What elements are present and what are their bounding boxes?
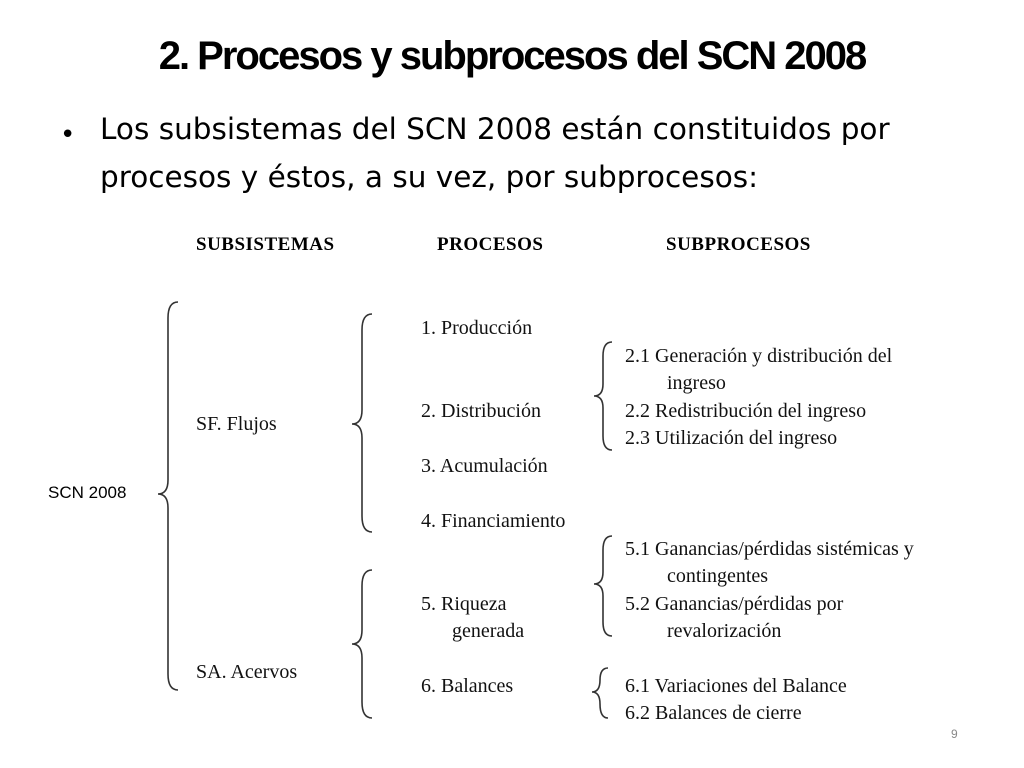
header-subprocesos: SUBPROCESOS xyxy=(666,234,811,255)
bullet-dot-icon: • xyxy=(60,120,76,150)
proceso-distribucion: 2. Distribución xyxy=(421,400,541,422)
subsistema-acervos: SA. Acervos xyxy=(196,661,298,683)
slide-title: 2. Procesos y subprocesos del SCN 2008 xyxy=(158,34,866,78)
subproceso-5-1-line-2: contingentes xyxy=(667,565,769,587)
subproceso-2-3: 2.3 Utilización del ingreso xyxy=(625,427,838,449)
bullet-text-line-2: procesos y éstos, a su vez, por subprocesos: xyxy=(100,160,759,194)
root-scn-2008: SCN 2008 xyxy=(48,483,127,502)
brace-balances xyxy=(592,668,608,718)
proceso-balances: 6. Balances xyxy=(421,675,514,697)
subproceso-6-2: 6.2 Balances de cierre xyxy=(625,702,802,724)
subproceso-2-1-line-1: 2.1 Generación y distribución del xyxy=(625,345,893,367)
header-subsistemas: SUBSISTEMAS xyxy=(196,234,335,255)
brace-acervos xyxy=(352,570,372,718)
proceso-riqueza-line-2: generada xyxy=(452,620,525,642)
brace-scn-root xyxy=(158,302,178,690)
subproceso-5-2-line-1: 5.2 Ganancias/pérdidas por xyxy=(625,593,844,615)
bullet-text-line-1: Los subsistemas del SCN 2008 están constituidos por xyxy=(100,112,890,146)
subproceso-5-2-line-2: revalorización xyxy=(667,620,782,642)
subproceso-2-2: 2.2 Redistribución del ingreso xyxy=(625,400,867,422)
subproceso-2-1-line-2: ingreso xyxy=(667,372,726,394)
proceso-produccion: 1. Producción xyxy=(421,317,533,339)
subsistema-flujos: SF. Flujos xyxy=(196,413,277,435)
subproceso-6-1: 6.1 Variaciones del Balance xyxy=(625,675,847,697)
proceso-acumulacion: 3. Acumulación xyxy=(421,455,548,477)
header-procesos: PROCESOS xyxy=(437,234,544,255)
brace-flujos xyxy=(352,314,372,532)
page-number: 9 xyxy=(951,727,958,741)
brace-distribucion xyxy=(594,342,612,450)
subproceso-5-1-line-1: 5.1 Ganancias/pérdidas sistémicas y xyxy=(625,538,914,560)
brace-riqueza xyxy=(594,536,612,636)
proceso-financiamiento: 4. Financiamiento xyxy=(421,510,566,532)
proceso-riqueza-line-1: 5. Riqueza xyxy=(421,593,507,615)
